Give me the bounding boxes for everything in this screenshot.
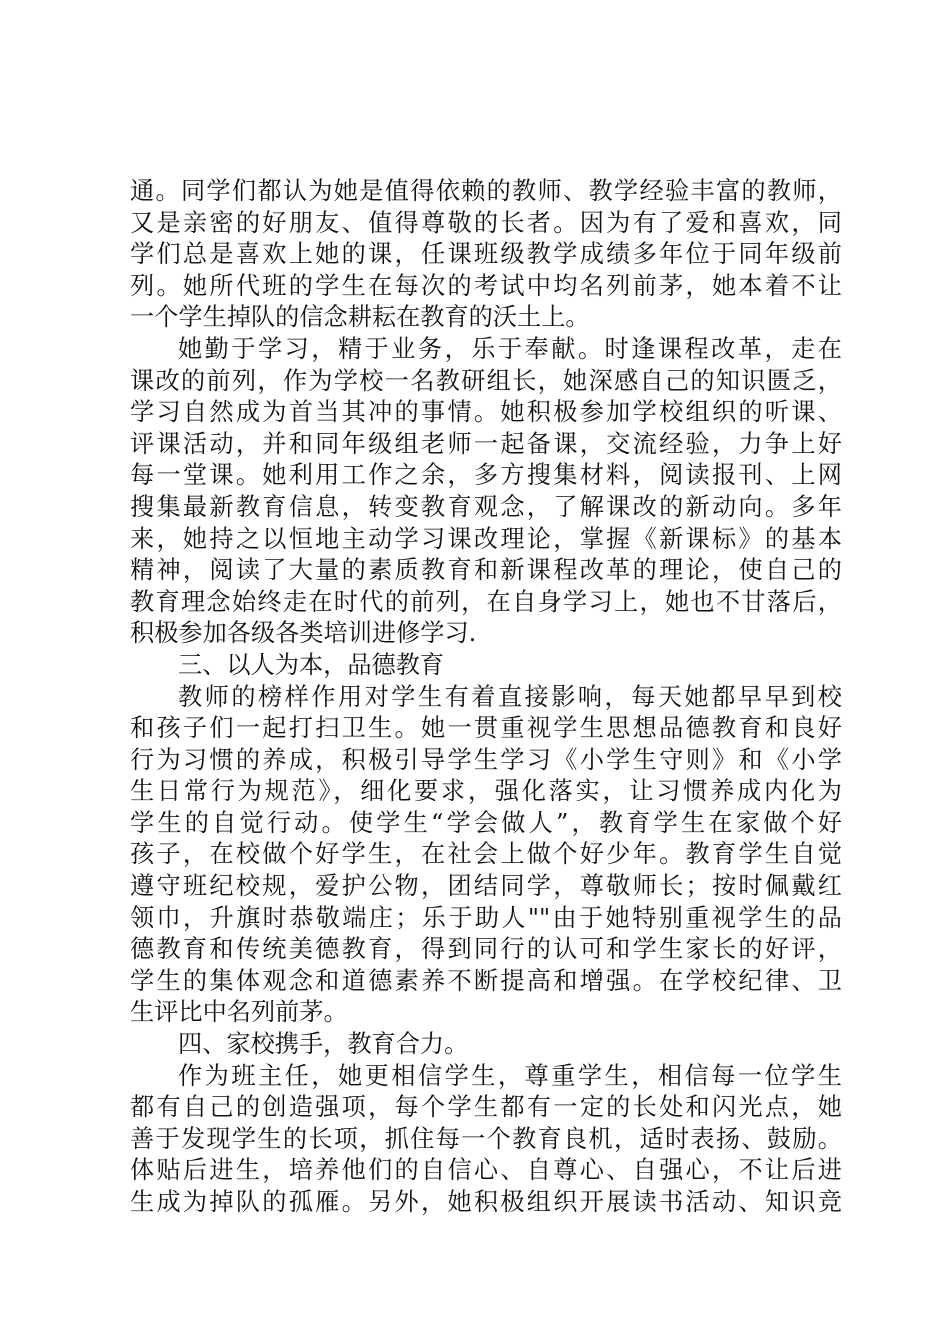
text-line: 遵守班纪校规，爱护公物，团结同学，尊敬师长；按时佩戴红 bbox=[130, 872, 842, 901]
text-line: 都有自己的创造强项，每个学生都有一定的长处和闪光点，她 bbox=[130, 1093, 842, 1122]
text-line: 德教育和传统美德教育，得到同行的认可和学生家长的好评， bbox=[130, 935, 842, 964]
text-line: 精神，阅读了大量的素质教育和新课程改革的理论，使自己的 bbox=[130, 556, 842, 585]
text-line: 教育理念始终走在时代的前列，在自身学习上，她也不甘落后， bbox=[130, 587, 842, 616]
text-line: 一个学生掉队的信念耕耘在教育的沃土上。 bbox=[130, 303, 590, 332]
text-line: 课改的前列，作为学校一名教研组长，她深感自己的知识匮乏， bbox=[130, 366, 842, 395]
text-line: 评课活动，并和同年级组老师一起备课，交流经验，力争上好 bbox=[130, 429, 842, 458]
text-line: 行为习惯的养成，积极引导学生学习《小学生守则》和《小学 bbox=[130, 745, 842, 774]
text-line: 和孩子们一起打扫卫生。她一贯重视学生思想品德教育和良好 bbox=[130, 714, 842, 743]
text-line: 教师的榜样作用对学生有着直接影响，每天她都早早到校 bbox=[178, 682, 842, 711]
text-line: 学们总是喜欢上她的课，任课班级教学成绩多年位于同年级前 bbox=[130, 240, 842, 269]
text-line: 学习自然成为首当其冲的事情。她积极参加学校组织的听课、 bbox=[130, 398, 842, 427]
text-line: 学生的集体观念和道德素养不断提高和增强。在学校纪律、卫 bbox=[130, 966, 842, 995]
text-line: 四、家校携手，教育合力。 bbox=[178, 1030, 469, 1059]
text-line: 领巾，升旗时恭敬端庄；乐于助人""由于她特别重视学生的品 bbox=[130, 903, 842, 932]
text-line: 作为班主任，她更相信学生，尊重学生，相信每一位学生 bbox=[178, 1061, 842, 1090]
text-line: 又是亲密的好朋友、值得尊敬的长者。因为有了爱和喜欢，同 bbox=[130, 208, 842, 237]
text-line: 列。她所代班的学生在每次的考试中均名列前茅，她本着不让 bbox=[130, 271, 842, 300]
text-line: 通。同学们都认为她是值得依赖的教师、教学经验丰富的教师， bbox=[130, 177, 842, 205]
text-line: 来，她持之以恒地主动学习课改理论，掌握《新课标》的基本 bbox=[130, 524, 842, 553]
text-line: 学生的自觉行动。使学生“学会做人”，教育学生在家做个好 bbox=[130, 808, 842, 837]
text-line: 生评比中名列前茅。 bbox=[130, 998, 348, 1027]
text-line: 积极参加各级各类培训进修学习. bbox=[130, 619, 477, 648]
text-line: 三、以人为本，品德教育 bbox=[178, 650, 445, 679]
text-line: 搜集最新教育信息，转变教育观念，了解课改的新动向。多年 bbox=[130, 492, 842, 521]
text-line: 生日常行为规范》，细化要求，强化落实，让习惯养成内化为 bbox=[130, 777, 842, 806]
text-line: 善于发现学生的长项，抓住每一个教育良机，适时表扬、鼓励。 bbox=[130, 1124, 842, 1153]
text-line: 生成为掉队的孤雁。另外，她积极组织开展读书活动、知识竞 bbox=[130, 1188, 842, 1216]
text-line: 孩子，在校做个好学生，在社会上做个好少年。教育学生自觉 bbox=[130, 840, 842, 869]
text-line: 体贴后进生，培养他们的自信心、自尊心、自强心，不让后进 bbox=[130, 1156, 842, 1185]
text-line: 每一堂课。她利用工作之余，多方搜集材料，阅读报刊、上网 bbox=[130, 461, 842, 490]
text-line: 她勤于学习，精于业务，乐于奉献。时逢课程改革，走在 bbox=[178, 334, 842, 363]
body-text bbox=[130, 176, 842, 1219]
